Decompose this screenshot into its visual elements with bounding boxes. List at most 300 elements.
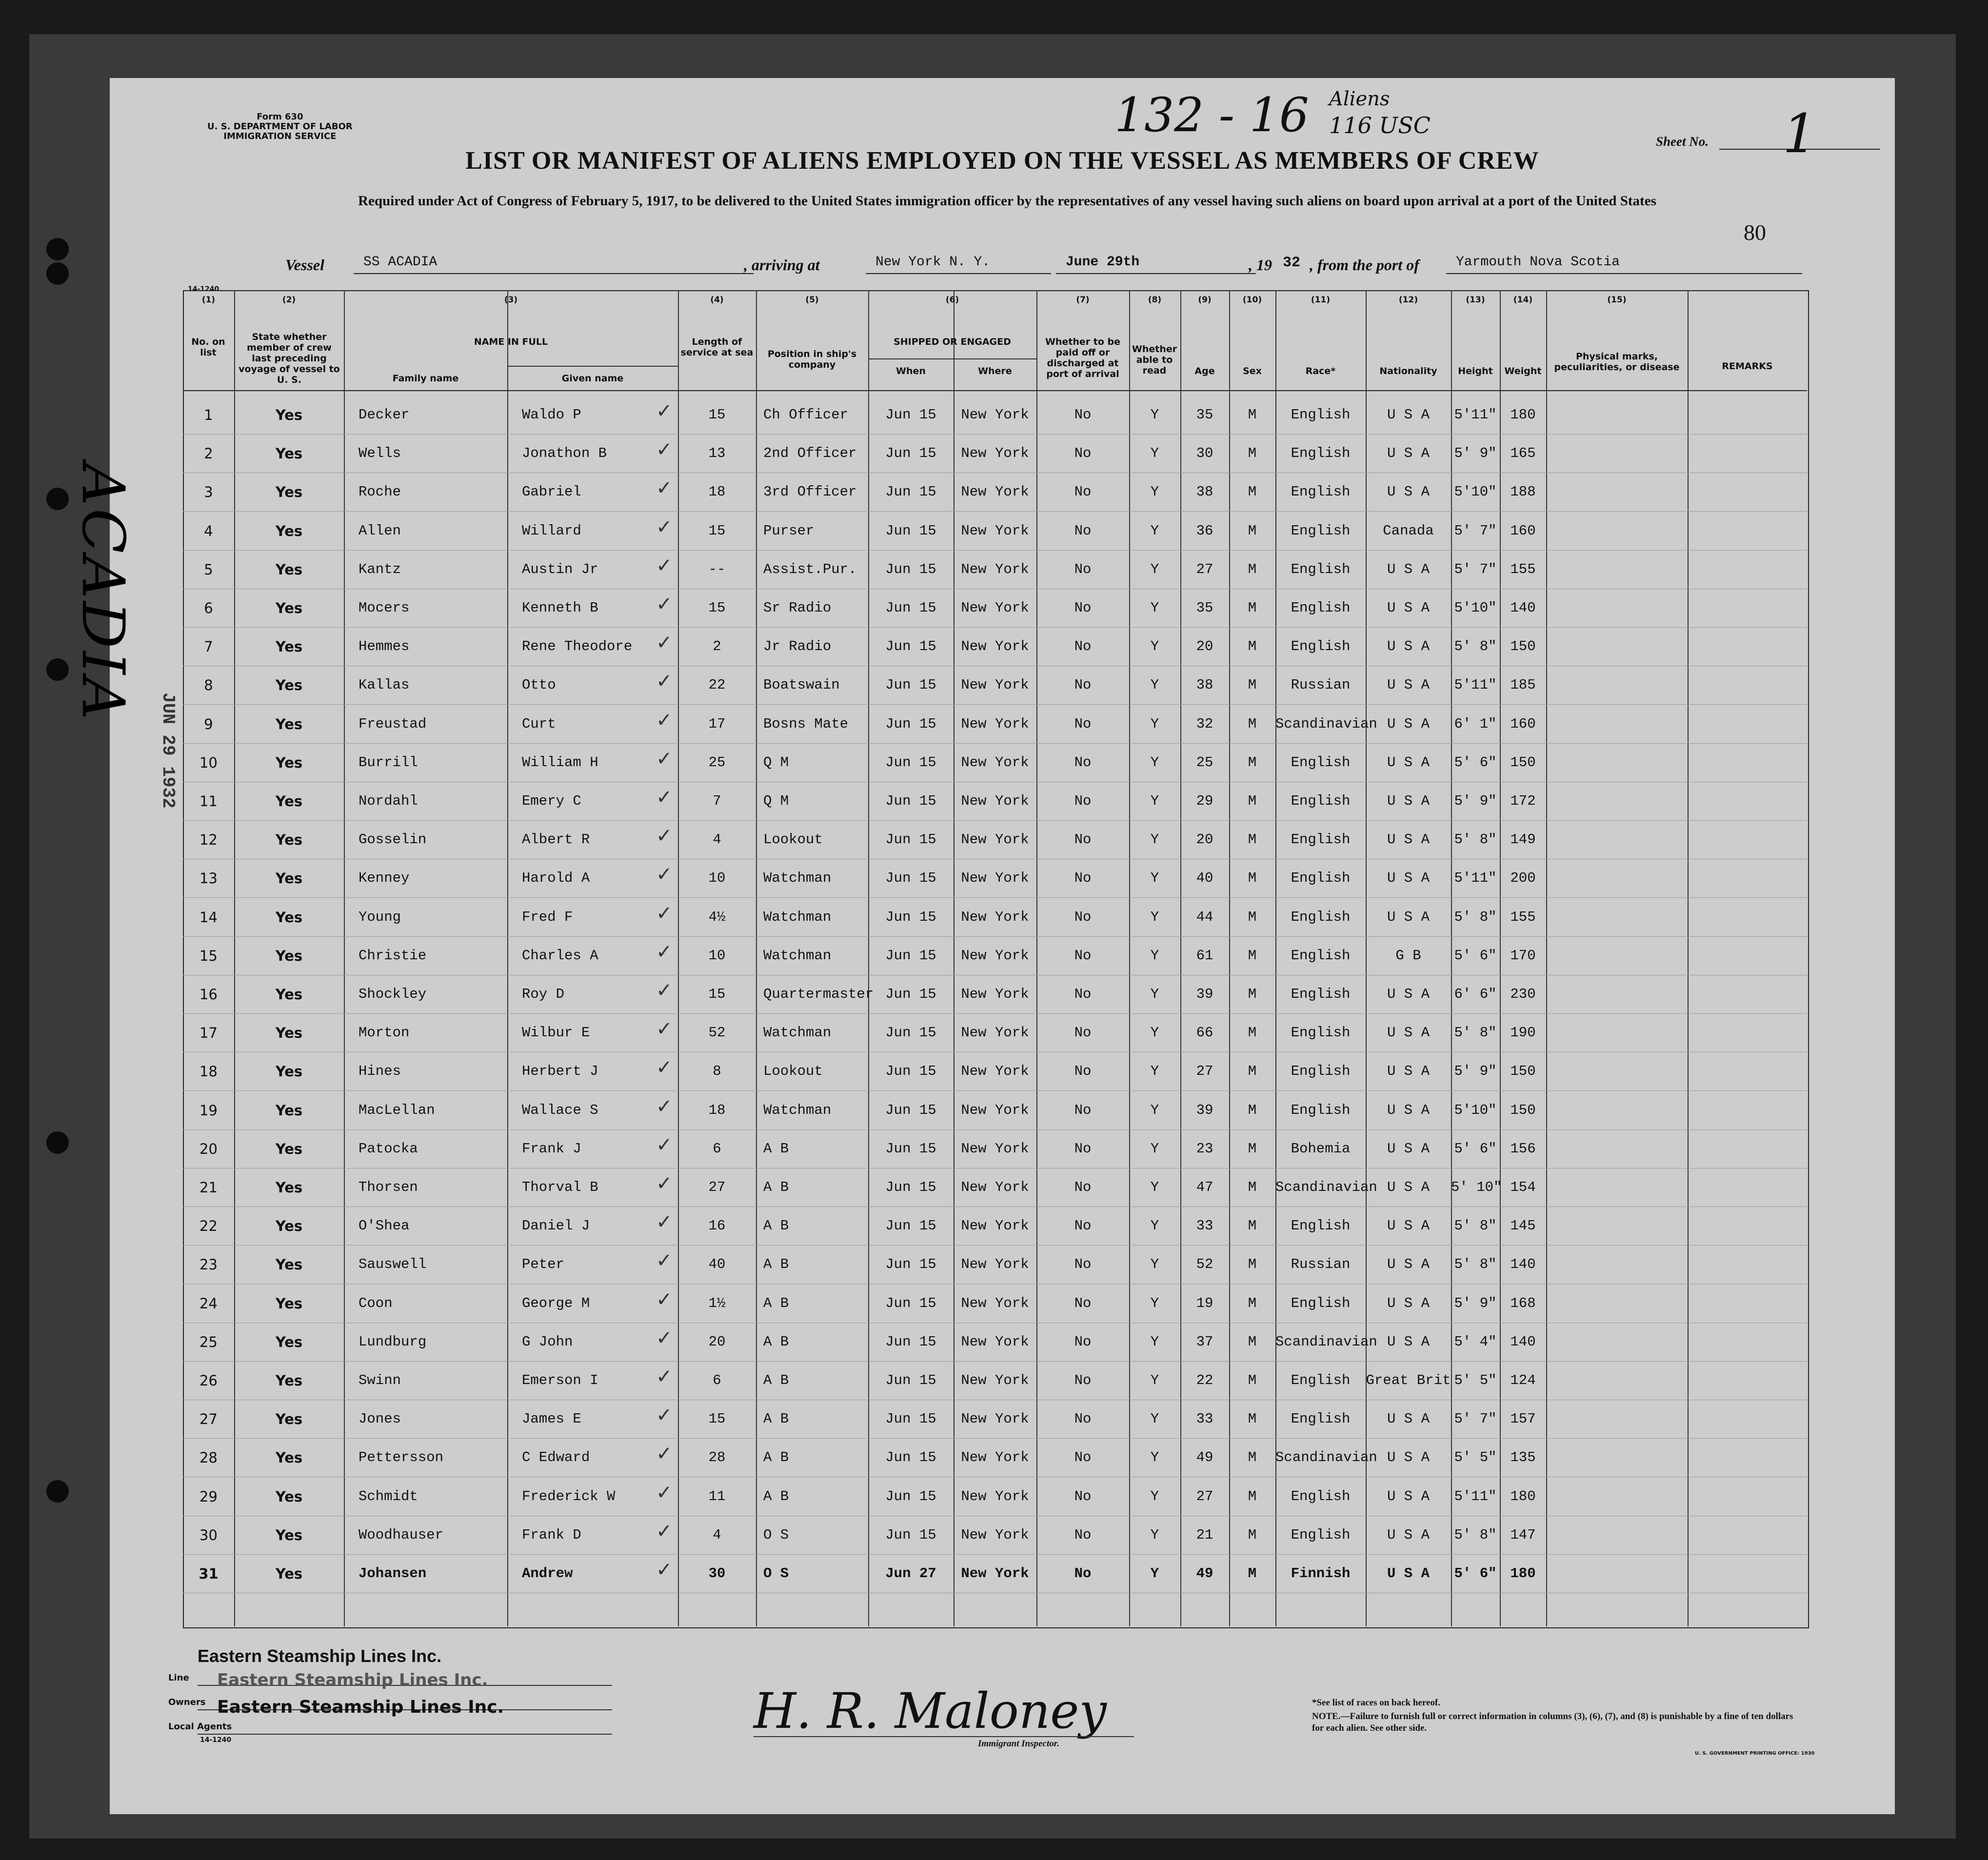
cell-where: New York — [961, 793, 1029, 809]
cell-position: Boatswain — [763, 677, 840, 693]
cell-sex: M — [1248, 1218, 1257, 1234]
cell-no: 4 — [204, 522, 213, 539]
cell-family: Coon — [358, 1295, 393, 1311]
line-stamp: Eastern Steamship Lines Inc. — [198, 1646, 442, 1666]
cell-family: Decker — [358, 407, 410, 423]
cell-when: Jun 15 — [885, 909, 936, 925]
cell-where: New York — [961, 909, 1029, 925]
cell-service: 18 — [708, 1102, 726, 1118]
cell-where: New York — [961, 947, 1029, 964]
cell-sex: M — [1248, 522, 1257, 539]
cell-race: English — [1291, 909, 1351, 925]
cell-no: 8 — [204, 677, 213, 694]
binder-hole — [46, 1480, 69, 1503]
cell-position: Purser — [763, 522, 815, 539]
cell-paid: No — [1074, 1372, 1092, 1388]
cell-given: Wilbur E — [522, 1025, 590, 1041]
cell-given: Otto — [522, 677, 556, 693]
cell-when: Jun 15 — [885, 1488, 936, 1504]
cell-sex: M — [1248, 1025, 1257, 1041]
cell-age: 22 — [1196, 1372, 1213, 1388]
cell-position: A B — [763, 1411, 789, 1427]
cell-given: Albert R — [522, 831, 590, 848]
cell-no: 31 — [199, 1565, 219, 1582]
cell-prev: Yes — [275, 870, 303, 887]
cell-no: 9 — [204, 715, 213, 732]
cell-prev: Yes — [275, 1025, 303, 1042]
cell-position: Lookout — [763, 831, 823, 848]
row-rule — [183, 1090, 1807, 1091]
cell-age: 27 — [1196, 1063, 1213, 1080]
cell-when: Jun 15 — [885, 677, 936, 693]
cell-where: New York — [961, 445, 1029, 462]
col-12-number: (12) — [1398, 295, 1418, 305]
cell-weight: 147 — [1510, 1526, 1536, 1543]
cell-where: New York — [961, 1449, 1029, 1466]
cell-position: A B — [763, 1256, 789, 1273]
cell-weight: 155 — [1510, 909, 1536, 925]
cell-sex: M — [1248, 1179, 1257, 1195]
col-no-header: No. on list — [191, 336, 225, 358]
cell-family: Hemmes — [358, 638, 410, 655]
cell-when: Jun 15 — [885, 1372, 936, 1388]
cell-height: 5'11" — [1454, 1488, 1497, 1504]
cell-race: English — [1291, 947, 1351, 964]
cell-nationality: U S A — [1387, 1179, 1430, 1195]
cell-height: 5' 9" — [1454, 1063, 1497, 1080]
cell-family: Allen — [358, 522, 401, 539]
cell-age: 33 — [1196, 1411, 1213, 1427]
form-tag — [207, 112, 353, 141]
cell-height: 5' 8" — [1454, 831, 1497, 848]
cell-position: A B — [763, 1488, 789, 1504]
cell-race: English — [1291, 870, 1351, 887]
binder-hole — [46, 488, 69, 510]
manifest-sheet — [110, 78, 1895, 1814]
cell-paid: No — [1074, 947, 1092, 964]
cell-nationality: U S A — [1387, 909, 1430, 925]
cell-sex: M — [1248, 1256, 1257, 1273]
cell-read: Y — [1150, 445, 1159, 462]
cell-given: Frank J — [522, 1140, 581, 1157]
cell-no: 2 — [204, 445, 213, 462]
cell-prev: Yes — [275, 909, 303, 926]
col-4-number: (4) — [710, 295, 724, 305]
cell-family: Gosselin — [358, 831, 427, 848]
cell-no: 27 — [199, 1411, 218, 1428]
cell-weight: 150 — [1510, 754, 1536, 771]
check-mark: ✓ — [656, 1018, 673, 1041]
row-rule — [183, 897, 1807, 898]
cell-when: Jun 15 — [885, 1140, 936, 1157]
cell-read: Y — [1150, 947, 1159, 964]
cell-position: Q M — [763, 793, 789, 809]
cell-sex: M — [1248, 1526, 1257, 1543]
cell-read: Y — [1150, 561, 1159, 577]
cell-given: Frederick W — [522, 1488, 616, 1504]
cell-given: Peter — [522, 1256, 565, 1273]
cell-service: 4 — [713, 1526, 721, 1543]
cell-height: 5'11" — [1454, 677, 1497, 693]
cell-no: 20 — [199, 1140, 218, 1157]
cell-family: Young — [358, 909, 401, 925]
cell-given: Emery C — [522, 793, 581, 809]
col-5-number: (5) — [805, 295, 819, 305]
cell-where: New York — [961, 407, 1029, 423]
binder-hole — [46, 262, 69, 285]
cell-age: 35 — [1196, 407, 1213, 423]
cell-nationality: U S A — [1387, 1565, 1430, 1582]
cell-nationality: U S A — [1387, 1295, 1430, 1311]
agents-stamp: Eastern Steamship Lines Inc. — [217, 1697, 504, 1717]
year-prefix: , 19 — [1249, 256, 1272, 274]
cell-family: Kantz — [358, 561, 401, 577]
cell-weight: 140 — [1510, 600, 1536, 616]
cell-service: 17 — [708, 715, 726, 732]
check-mark: ✓ — [656, 1404, 673, 1427]
cell-position: Jr Radio — [763, 638, 832, 655]
row-rule — [183, 1438, 1807, 1439]
cell-prev: Yes — [275, 1488, 303, 1505]
cell-prev: Yes — [275, 484, 303, 501]
cell-height: 6' 1" — [1454, 715, 1497, 732]
cell-paid: No — [1074, 754, 1092, 771]
cell-paid: No — [1074, 1333, 1092, 1350]
check-mark: ✓ — [656, 940, 673, 963]
cell-sex: M — [1248, 1449, 1257, 1466]
cell-where: New York — [961, 1565, 1029, 1582]
cell-nationality: U S A — [1387, 754, 1430, 771]
check-mark: ✓ — [656, 1365, 673, 1388]
cell-height: 5' 8" — [1454, 1025, 1497, 1041]
cell-nationality: U S A — [1387, 1140, 1430, 1157]
cell-sex: M — [1248, 870, 1257, 887]
cell-paid: No — [1074, 1140, 1092, 1157]
check-mark: ✓ — [656, 1288, 673, 1311]
cell-height: 5' 7" — [1454, 522, 1497, 539]
cell-age: 66 — [1196, 1025, 1213, 1041]
cell-race: English — [1291, 1295, 1351, 1311]
cell-where: New York — [961, 1179, 1029, 1195]
cell-height: 5' 8" — [1454, 909, 1497, 925]
col-paid-off-header: Whether to be paid off or discharged at port of arrival — [1045, 336, 1121, 379]
cell-where: New York — [961, 1256, 1029, 1273]
col-prev-voyage-header: State whether member of crew last preceding voyage of vessel to U. S. — [239, 332, 340, 385]
cell-race: Scandinavian — [1275, 1449, 1377, 1466]
cell-position: A B — [763, 1449, 789, 1466]
cell-when: Jun 15 — [885, 1449, 936, 1466]
cell-when: Jun 15 — [885, 1256, 936, 1273]
cell-when: Jun 15 — [885, 754, 936, 771]
cell-weight: 185 — [1510, 677, 1536, 693]
agents-label: Local Agents — [168, 1721, 232, 1732]
cell-when: Jun 15 — [885, 561, 936, 577]
cell-family: Johansen — [358, 1565, 427, 1582]
cell-no: 16 — [199, 986, 218, 1003]
cell-family: Swinn — [358, 1372, 401, 1388]
cell-prev: Yes — [275, 638, 303, 655]
cell-paid: No — [1074, 1025, 1092, 1041]
check-mark: ✓ — [656, 1443, 673, 1465]
cell-height: 5'10" — [1454, 600, 1497, 616]
cell-given: Gabriel — [522, 484, 581, 500]
cell-age: 49 — [1196, 1565, 1213, 1582]
cell-when: Jun 15 — [885, 522, 936, 539]
cell-when: Jun 15 — [885, 793, 936, 809]
printer-note: U. S. GOVERNMENT PRINTING OFFICE: 1930 — [1695, 1751, 1815, 1756]
owners-stamp: Eastern Steamship Lines Inc. — [217, 1670, 488, 1690]
col-8-number: (8) — [1148, 295, 1162, 305]
cell-sex: M — [1248, 445, 1257, 462]
cell-no: 1 — [204, 407, 213, 423]
cell-sex: M — [1248, 1488, 1257, 1504]
cell-nationality: U S A — [1387, 793, 1430, 809]
cell-nationality: U S A — [1387, 1063, 1430, 1080]
cell-read: Y — [1150, 484, 1159, 500]
check-mark: ✓ — [656, 747, 673, 770]
check-mark: ✓ — [656, 438, 673, 461]
cell-sex: M — [1248, 947, 1257, 964]
cell-given: Willard — [522, 522, 581, 539]
col-1-number: (1) — [201, 295, 216, 305]
cell-age: 27 — [1196, 1488, 1213, 1504]
binder-hole — [46, 1131, 69, 1154]
cell-race: English — [1291, 754, 1351, 771]
cell-no: 18 — [199, 1063, 218, 1080]
cell-age: 40 — [1196, 870, 1213, 887]
cell-read: Y — [1150, 1295, 1159, 1311]
cell-family: Hines — [358, 1063, 401, 1080]
cell-prev: Yes — [275, 522, 303, 539]
check-mark: ✓ — [656, 593, 673, 615]
cell-service: 11 — [708, 1488, 726, 1504]
department-label: U. S. DEPARTMENT OF LABOR — [207, 121, 353, 132]
cell-weight: 165 — [1510, 445, 1536, 462]
row-rule — [183, 1013, 1807, 1014]
cell-prev: Yes — [275, 1333, 303, 1350]
cell-service: 6 — [713, 1372, 721, 1388]
cell-family: Pettersson — [358, 1449, 444, 1466]
side-date-stamp: JUN 29 1932 — [158, 693, 178, 809]
col-10-number: (10) — [1242, 295, 1262, 305]
check-mark: ✓ — [656, 1520, 673, 1543]
row-rule — [183, 704, 1807, 705]
check-mark: ✓ — [656, 1481, 673, 1504]
cell-when: Jun 15 — [885, 870, 936, 887]
cell-read: Y — [1150, 986, 1159, 1002]
arrival-date: June 29th — [1056, 255, 1256, 274]
binder-hole — [46, 238, 69, 260]
cell-weight: 188 — [1510, 484, 1536, 500]
cell-when: Jun 15 — [885, 1179, 936, 1195]
cell-paid: No — [1074, 1256, 1092, 1273]
cell-nationality: U S A — [1387, 561, 1430, 577]
cell-prev: Yes — [275, 947, 303, 964]
cell-given: Austin Jr — [522, 561, 598, 577]
cell-where: New York — [961, 677, 1029, 693]
cell-no: 21 — [199, 1179, 218, 1196]
col-age-header: Age — [1194, 366, 1215, 376]
cell-read: Y — [1150, 1411, 1159, 1427]
cell-where: New York — [961, 1063, 1029, 1080]
cell-when: Jun 15 — [885, 986, 936, 1002]
cell-position: Bosns Mate — [763, 715, 849, 732]
line-label: Line — [168, 1673, 189, 1683]
cell-paid: No — [1074, 1063, 1092, 1080]
cell-position: Watchman — [763, 909, 832, 925]
cell-age: 39 — [1196, 1102, 1213, 1118]
from-label: , from the port of — [1310, 256, 1419, 274]
cell-service: 8 — [713, 1063, 721, 1080]
cell-race: English — [1291, 484, 1351, 500]
cell-nationality: U S A — [1387, 1488, 1430, 1504]
cell-when: Jun 15 — [885, 715, 936, 732]
col-weight-header: Weight — [1504, 366, 1542, 376]
cell-weight: 160 — [1510, 522, 1536, 539]
col-service-header: Length of service at sea — [680, 336, 754, 358]
form-number: Form 630 — [257, 112, 303, 122]
cell-no: 14 — [199, 909, 218, 926]
cell-sex: M — [1248, 638, 1257, 655]
cell-given: Waldo P — [522, 407, 581, 423]
cell-position: O S — [763, 1526, 789, 1543]
inspector-signature: H. R. Maloney — [754, 1682, 1107, 1740]
cell-prev: Yes — [275, 1256, 303, 1273]
row-rule — [183, 627, 1807, 628]
cell-sex: M — [1248, 986, 1257, 1002]
printer-code: 14-1240 — [188, 285, 219, 293]
cell-position: O S — [763, 1565, 789, 1582]
cell-where: New York — [961, 986, 1029, 1002]
cell-age: 35 — [1196, 600, 1213, 616]
cell-service: 6 — [713, 1140, 721, 1157]
cell-paid: No — [1074, 407, 1092, 423]
cell-age: 21 — [1196, 1526, 1213, 1543]
penalty-note: NOTE.—Failure to furnish full or correct information in columns (3), (6), (7), and (8) is punishable by a fine of ten dollars for each alien. See other side. — [1312, 1711, 1793, 1733]
cell-paid: No — [1074, 870, 1092, 887]
cell-family: Lundburg — [358, 1333, 427, 1350]
cell-height: 5' 5" — [1454, 1449, 1497, 1466]
cell-where: New York — [961, 1488, 1029, 1504]
cell-height: 5'10" — [1454, 1102, 1497, 1118]
cell-height: 5' 9" — [1454, 793, 1497, 809]
cell-read: Y — [1150, 1256, 1159, 1273]
col-nationality-header: Nationality — [1379, 366, 1437, 376]
cell-when: Jun 15 — [885, 1411, 936, 1427]
cell-prev: Yes — [275, 1372, 303, 1389]
cell-paid: No — [1074, 445, 1092, 462]
cell-nationality: U S A — [1387, 986, 1430, 1002]
cell-race: Finnish — [1291, 1565, 1351, 1582]
cell-weight: 124 — [1510, 1372, 1536, 1388]
cell-where: New York — [961, 484, 1029, 500]
cell-no: 19 — [199, 1102, 218, 1119]
cell-nationality: U S A — [1387, 638, 1430, 655]
cell-where: New York — [961, 522, 1029, 539]
cell-position: Quartermaster — [763, 986, 874, 1002]
cell-family: Jones — [358, 1411, 401, 1427]
cell-read: Y — [1150, 1526, 1159, 1543]
cell-given: Curt — [522, 715, 556, 732]
row-rule — [183, 434, 1807, 435]
cell-prev: Yes — [275, 1102, 303, 1119]
cell-no: 24 — [199, 1295, 218, 1312]
cell-no: 29 — [199, 1488, 218, 1505]
cell-family: Woodhauser — [358, 1526, 444, 1543]
check-mark: ✓ — [656, 1056, 673, 1079]
cell-age: 37 — [1196, 1333, 1213, 1350]
cell-height: 5' 7" — [1454, 1411, 1497, 1427]
cell-position: A B — [763, 1333, 789, 1350]
cell-paid: No — [1074, 1102, 1092, 1118]
cell-given: Rene Theodore — [522, 638, 633, 655]
check-mark: ✓ — [656, 979, 673, 1002]
check-mark: ✓ — [656, 709, 673, 732]
cell-read: Y — [1150, 677, 1159, 693]
cell-weight: 172 — [1510, 793, 1536, 809]
cell-service: 4½ — [708, 909, 726, 925]
col-race-header: Race* — [1305, 366, 1336, 376]
cell-race: English — [1291, 831, 1351, 848]
cell-age: 20 — [1196, 638, 1213, 655]
cell-read: Y — [1150, 1488, 1159, 1504]
cell-no: 11 — [199, 793, 218, 810]
row-rule — [183, 1361, 1807, 1362]
cell-family: Kenney — [358, 870, 410, 887]
cell-family: Thorsen — [358, 1179, 418, 1195]
cell-height: 5'11" — [1454, 407, 1497, 423]
cell-service: 15 — [708, 522, 726, 539]
cell-where: New York — [961, 600, 1029, 616]
cell-position: 2nd Officer — [763, 445, 857, 462]
cell-race: Scandinavian — [1275, 1179, 1377, 1195]
cell-no: 10 — [199, 754, 218, 771]
check-mark: ✓ — [656, 1172, 673, 1195]
cell-given: Harold A — [522, 870, 590, 887]
cell-sex: M — [1248, 1063, 1257, 1080]
cell-weight: 149 — [1510, 831, 1536, 848]
footer-code: 14-1240 — [200, 1736, 232, 1744]
cell-no: 23 — [199, 1256, 218, 1273]
cell-read: Y — [1150, 1025, 1159, 1041]
cell-family: O'Shea — [358, 1218, 410, 1234]
cell-prev: Yes — [275, 600, 303, 616]
cell-service: 15 — [708, 1411, 726, 1427]
cell-prev: Yes — [275, 1295, 303, 1312]
cell-weight: 156 — [1510, 1140, 1536, 1157]
cell-no: 15 — [199, 947, 218, 964]
col-when-header: When — [896, 366, 926, 376]
cell-position: 3rd Officer — [763, 484, 857, 500]
cell-when: Jun 15 — [885, 445, 936, 462]
cell-service: 52 — [708, 1025, 726, 1041]
check-mark: ✓ — [656, 477, 673, 500]
cell-prev: Yes — [275, 407, 303, 423]
cell-given: Charles A — [522, 947, 598, 964]
cell-age: 25 — [1196, 754, 1213, 771]
cell-family: Shockley — [358, 986, 427, 1002]
cell-family: Christie — [358, 947, 427, 964]
cell-given: George M — [522, 1295, 590, 1311]
owners-label: Owners — [168, 1697, 206, 1707]
cell-paid: No — [1074, 1449, 1092, 1466]
cell-race: English — [1291, 1488, 1351, 1504]
cell-when: Jun 15 — [885, 484, 936, 500]
cell-height: 5' 6" — [1454, 1140, 1497, 1157]
cell-weight: 157 — [1510, 1411, 1536, 1427]
cell-weight: 150 — [1510, 1102, 1536, 1118]
cell-age: 33 — [1196, 1218, 1213, 1234]
